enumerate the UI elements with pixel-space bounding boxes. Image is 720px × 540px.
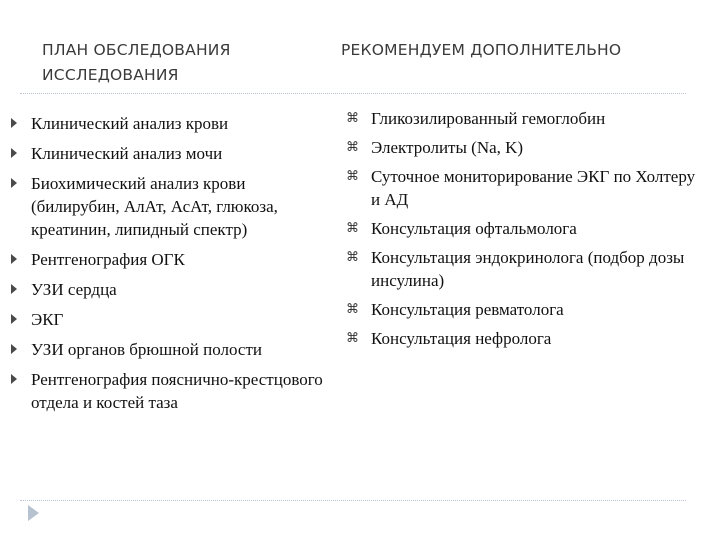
list-item [8,308,328,331]
triangle-bullet-icon [11,314,17,324]
list-item-label: УЗИ органов брюшной полости [31,340,262,359]
list-item-label: Электролиты (Na, K) [371,138,524,157]
list-item [8,368,328,414]
list-item-label: Рентгенография пояснично-крестцового отдела и костей таза [31,370,323,412]
x-mark-bullet-icon: ⌘ [346,302,359,317]
list-item-label: Консультация ревматолога [371,300,564,319]
left-column-heading: ПЛАН ОБСЛЕДОВАНИЯ ИССЛЕДОВАНИЯ [42,41,231,84]
list-item-label: Биохимический анализ крови (билирубин, АлАт, АсАт, глюкоза, креатинин, липидный спектр) [31,174,278,239]
list-item-label: ЭКГ [31,310,64,329]
divider-top [20,93,686,94]
list-item [8,278,328,301]
triangle-bullet-icon [11,254,17,264]
list-item [346,327,706,350]
x-mark-bullet-icon: ⌘ [346,111,359,126]
list-item-label: Консультация нефролога [371,329,552,348]
divider-bottom [20,500,686,501]
list-item [346,165,706,211]
list-item [346,136,706,159]
list-item [8,248,328,271]
triangle-bullet-icon [11,374,17,384]
triangle-bullet-icon [11,344,17,354]
x-mark-bullet-icon: ⌘ [346,221,359,236]
list-item-label: Консультация эндокринолога (подбор дозы инсулина) [371,248,685,290]
chevron-right-icon [28,505,39,521]
list-item [8,142,328,165]
list-item [346,298,706,321]
x-mark-bullet-icon: ⌘ [346,250,359,265]
x-mark-bullet-icon: ⌘ [346,140,359,155]
list-item-label: Клинический анализ мочи [31,144,223,163]
triangle-bullet-icon [11,118,17,128]
list-item-label: Консультация офтальмолога [371,219,577,238]
list-item-label: Суточное мониторирование ЭКГ по Холтеру и АД [371,167,696,209]
recommended-list [346,107,706,356]
examination-plan-list [8,112,328,421]
list-item [346,107,706,130]
list-item-label: Рентгенография ОГК [31,250,185,269]
triangle-bullet-icon [11,178,17,188]
list-item [8,112,328,135]
list-item-label: Гликозилированный гемоглобин [371,109,606,128]
list-item [8,338,328,361]
list-item-label: Клинический анализ крови [31,114,229,133]
right-column-heading: РЕКОМЕНДУЕМ ДОПОЛНИТЕЛЬНО [341,41,622,59]
list-item [8,172,328,241]
list-item [346,246,706,292]
list-item [346,217,706,240]
triangle-bullet-icon [11,148,17,158]
list-item-label: УЗИ сердца [31,280,117,299]
x-mark-bullet-icon: ⌘ [346,331,359,346]
triangle-bullet-icon [11,284,17,294]
x-mark-bullet-icon: ⌘ [346,169,359,184]
